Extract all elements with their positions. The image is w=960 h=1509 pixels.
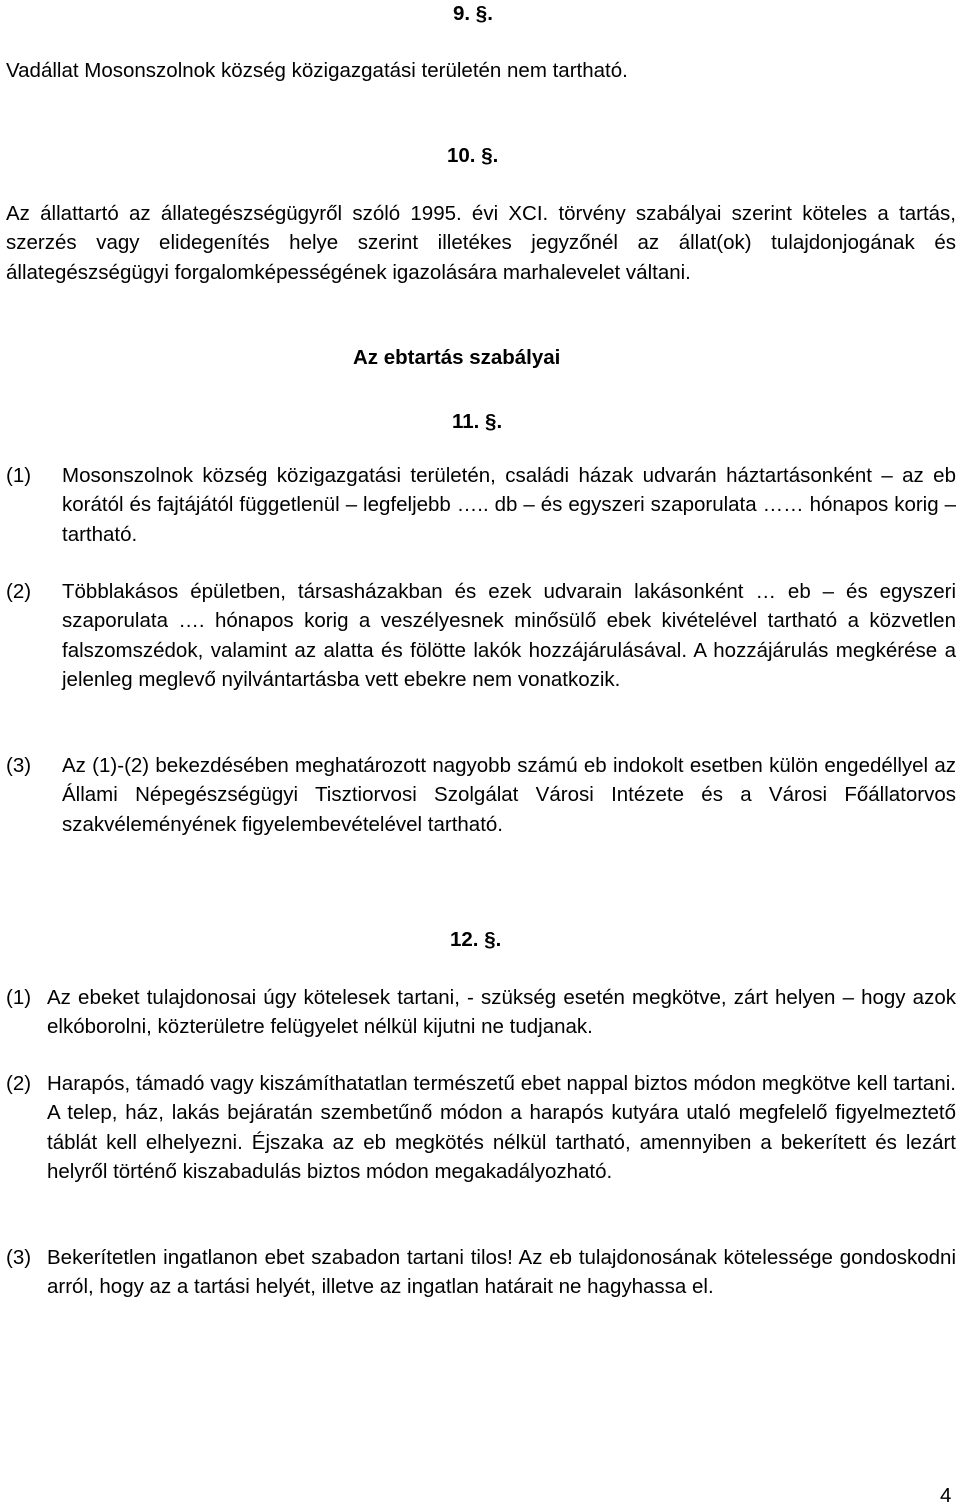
section-12-para-1-number: (1)	[6, 986, 32, 1009]
section-11-para-3-number: (3)	[6, 754, 32, 777]
section-12-para-2-text: Harapós, támadó vagy kiszámíthatatlan természetű ebet nappal biztos módon megkötve kell tartani. A telep, ház, lakás bejáratán szembetűnő módon a harapós kutyára utaló megfelelő figyelmeztető táblát kell elhelyezni. Éjszaka az eb megkötés nélkül tartható, amennyiben a bekerített és lezárt helyről történő kiszabadulás biztos módon megakadályozható.	[47, 1072, 956, 1183]
section-11-para-3-text: Az (1)-(2) bekezdésében meghatározott nagyobb számú eb indokolt esetben külön engedéllyel az Állami Népegészségügyi Tisztiorvosi Szolgálat Városi Intézete és a Városi Főállatorvos szakvéleményének figyelembevételével tartható.	[62, 754, 956, 836]
section-12-para-2-number: (2)	[6, 1072, 32, 1095]
section-11-para-1-number: (1)	[6, 464, 32, 487]
section-12-heading: 12. §.	[450, 928, 502, 951]
section-11-para-1-text: Mosonszolnok község közigazgatási területén, családi házak udvarán háztartásonként – az eb korától és fajtájától függetlenül – legfeljebb ….. db – és egyszeri szaporulata …… hónapos korig – tartható.	[62, 464, 956, 546]
section-11-para-2-number: (2)	[6, 580, 32, 603]
page-number: 4	[940, 1484, 952, 1507]
section-9-heading: 9. §.	[453, 2, 493, 25]
section-12-para-3-text: Bekerítetlen ingatlanon ebet szabadon tartani tilos! Az eb tulajdonosának kötelessége gondoskodni arról, hogy az a tartási helyét, illetve az ingatlan határait ne hagyhassa el.	[47, 1246, 956, 1299]
section-10-text: Az állattartó az állategészségügyről szóló 1995. évi XCI. törvény szabályai szerint köteles a tartás, szerzés vagy elidegenítés helye szerint illetékes jegyzőnél az állat(ok) tulajdonjogának és állategészségügyi forgalomképességének igazolására marhalevelet váltani.	[6, 202, 956, 284]
section-11-heading: 11. §.	[452, 410, 503, 433]
section-title: Az ebtartás szabályai	[353, 346, 561, 369]
section-9-text: Vadállat Mosonszolnok község közigazgatási területén nem tartható.	[6, 59, 628, 82]
section-12-para-1-text: Az ebeket tulajdonosai úgy kötelesek tartani, - szükség esetén megkötve, zárt helyen – hogy azok elkóborolni, közterületre felügyelet nélkül kijutni ne tudjanak.	[47, 986, 956, 1039]
section-12-para-3-number: (3)	[6, 1246, 32, 1269]
section-10-heading: 10. §.	[447, 144, 499, 167]
section-11-para-2-text: Többlakásos épületben, társasházakban és ezek udvarain lakásonként … eb – és egyszeri szaporulata …. hónapos korig a veszélyesnek minősülő ebek kivételével tartható a közvetlen falszomszédok, valamint az alatta és fölötte lakók hozzájárulásával. A hozzájárulás megkérése a jelenleg meglevő nyilvántartásba vett ebekre nem vonatkozik.	[62, 580, 956, 691]
